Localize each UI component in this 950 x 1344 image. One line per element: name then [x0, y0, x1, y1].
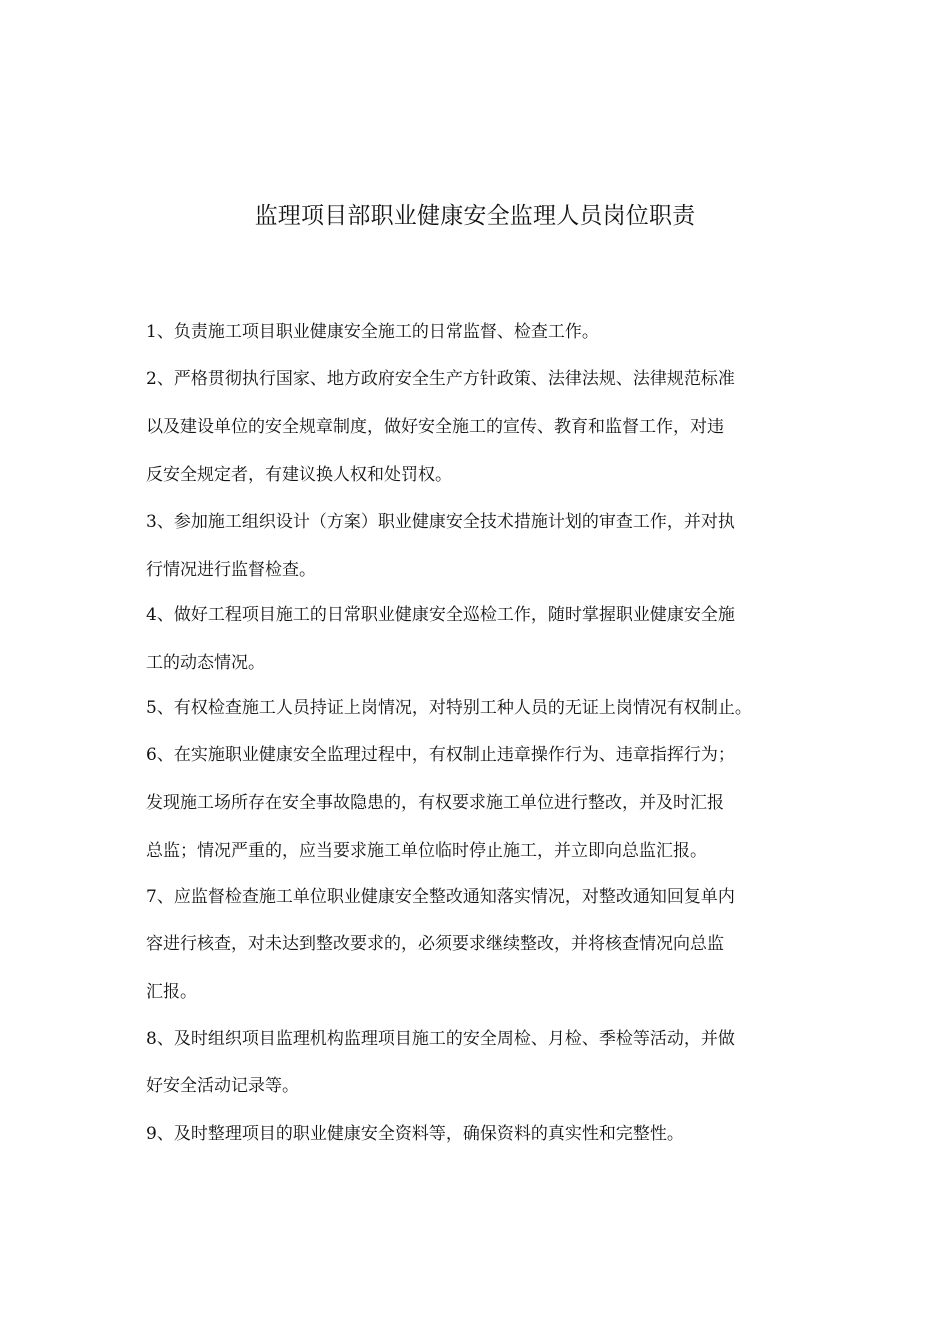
duty-7-line-3: 汇报。 — [146, 982, 197, 1002]
duty-6-line-2: 发现施工场所存在安全事故隐患的，有权要求施工单位进行整改，并及时汇报 — [146, 793, 724, 813]
duty-3-line-2: 行情况进行监督检查。 — [146, 560, 316, 580]
duty-9-line-1: 9、及时整理项目的职业健康安全资料等，确保资料的真实性和完整性。 — [146, 1124, 684, 1144]
duty-7-line-2: 容进行核查，对未达到整改要求的，必须要求继续整改，并将核查情况向总监 — [146, 934, 724, 954]
duty-1-line-1: 1、负责施工项目职业健康安全施工的日常监督、检查工作。 — [146, 322, 599, 342]
duty-7-line-1: 7、应监督检查施工单位职业健康安全整改通知落实情况，对整改通知回复单内 — [146, 887, 735, 907]
duty-6-line-3: 总监；情况严重的，应当要求施工单位临时停止施工，并立即向总监汇报。 — [146, 841, 707, 861]
duty-4-line-2: 工的动态情况。 — [146, 653, 265, 673]
duty-3-line-1: 3、参加施工组织设计（方案）职业健康安全技术措施计划的审查工作，并对执 — [146, 512, 735, 532]
document-title: 监理项目部职业健康安全监理人员岗位职责 — [254, 203, 696, 229]
duty-2-line-1: 2、严格贯彻执行国家、地方政府安全生产方针政策、法律法规、法律规范标准 — [146, 369, 735, 389]
duty-2-line-2: 以及建设单位的安全规章制度，做好安全施工的宣传、教育和监督工作，对违 — [146, 417, 724, 437]
duty-4-line-1: 4、做好工程项目施工的日常职业健康安全巡检工作，随时掌握职业健康安全施 — [146, 605, 735, 625]
duty-8-line-1: 8、及时组织项目监理机构监理项目施工的安全周检、月检、季检等活动，并做 — [146, 1029, 735, 1049]
duty-6-line-1: 6、在实施职业健康安全监理过程中，有权制止违章操作行为、违章指挥行为； — [146, 745, 735, 765]
duty-5-line-1: 5、有权检查施工人员持证上岗情况，对特别工种人员的无证上岗情况有权制止。 — [146, 698, 752, 718]
duty-2-line-3: 反安全规定者，有建议换人权和处罚权。 — [146, 465, 452, 485]
duty-8-line-2: 好安全活动记录等。 — [146, 1076, 299, 1096]
